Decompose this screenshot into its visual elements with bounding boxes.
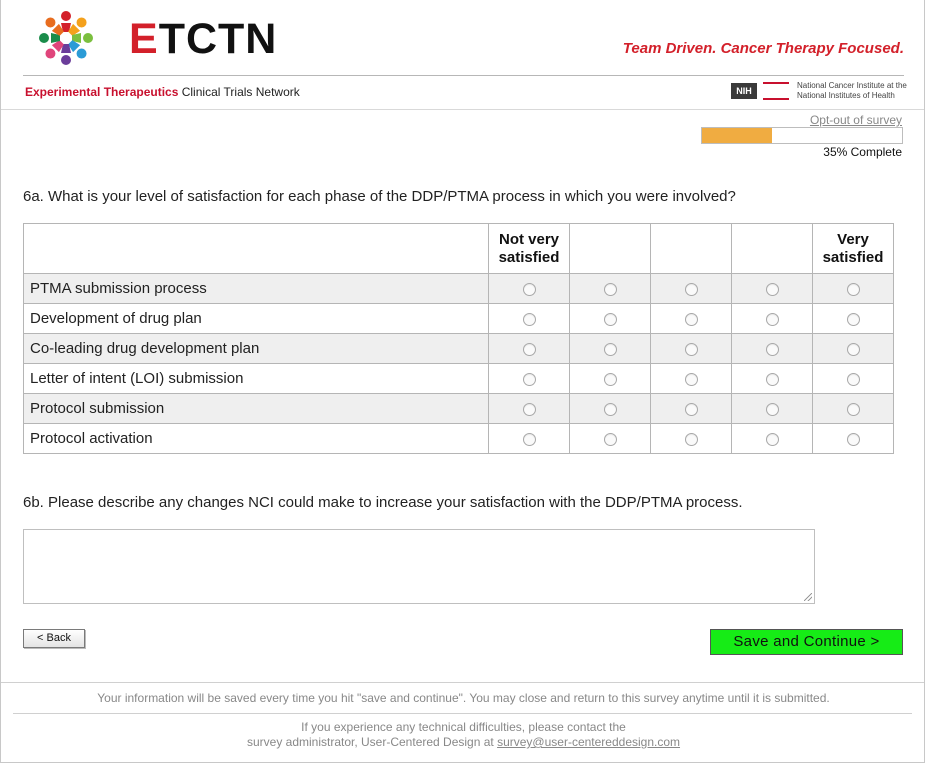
radio-option[interactable] (523, 343, 536, 356)
back-button[interactable]: < Back (23, 629, 85, 648)
row-label: Letter of intent (LOI) submission (24, 364, 489, 394)
matrix-row (24, 304, 894, 334)
row-label: Co-leading drug development plan (24, 334, 489, 364)
question-6b-text: 6b. Please describe any changes NCI could make to increase your satisfaction with the DDP/PTMA process. (23, 494, 743, 511)
matrix-row (24, 274, 894, 304)
radio-option[interactable] (523, 313, 536, 326)
matrix-row (24, 334, 894, 364)
figure-red (61, 11, 71, 32)
radio-option[interactable] (604, 403, 617, 416)
progress-bar-fill (702, 128, 772, 143)
radio-option[interactable] (685, 403, 698, 416)
logo-wordmark: ETCTN (129, 15, 278, 63)
radio-option[interactable] (766, 433, 779, 446)
resize-handle-icon[interactable] (804, 593, 812, 601)
radio-option[interactable] (685, 313, 698, 326)
radio-option[interactable] (847, 373, 860, 386)
radio-option[interactable] (766, 313, 779, 326)
matrix-row (24, 424, 894, 454)
row-label: PTMA submission process (24, 274, 489, 304)
radio-option[interactable] (523, 283, 536, 296)
people-circle-logo-icon (31, 6, 101, 70)
radio-option[interactable] (847, 283, 860, 296)
scale-low-header: Not very satisfied (489, 224, 570, 274)
footer-divider (1, 682, 924, 683)
radio-option[interactable] (685, 343, 698, 356)
scale-high-header: Very satisfied (813, 224, 894, 274)
scale-header-3 (651, 224, 732, 274)
radio-option[interactable] (766, 283, 779, 296)
row-label: Development of drug plan (24, 304, 489, 334)
nih-nci-logo (731, 80, 911, 102)
nci-logo-icon (763, 82, 789, 100)
tagline: Team Driven. Cancer Therapy Focused. (622, 40, 904, 57)
save-notice: Your information will be saved every time you hit "save and continue". You may close and return to this survey anytime until it is submitted. (97, 691, 830, 705)
radio-option[interactable] (523, 403, 536, 416)
matrix-row (24, 394, 894, 424)
radio-option[interactable] (604, 283, 617, 296)
radio-option[interactable] (685, 283, 698, 296)
contact-email-link[interactable]: survey@user-centereddesign.com (497, 735, 681, 749)
radio-option[interactable] (523, 373, 536, 386)
row-label: Protocol activation (24, 424, 489, 454)
radio-option[interactable] (523, 433, 536, 446)
progress-bar (701, 127, 903, 144)
network-subtitle: Experimental Therapeutics Clinical Trials Network (25, 85, 300, 99)
radio-option[interactable] (766, 403, 779, 416)
progress-label: 35% Complete (823, 145, 902, 159)
scale-header-4 (732, 224, 813, 274)
radio-option[interactable] (604, 343, 617, 356)
header-divider (23, 75, 904, 76)
satisfaction-matrix (23, 223, 894, 454)
question-6a-text: 6a. What is your level of satisfaction for each phase of the DDP/PTMA process in which you were involved? (23, 188, 736, 205)
radio-option[interactable] (766, 343, 779, 356)
nci-caption: National Cancer Institute at the National Institutes of Health (797, 81, 907, 100)
radio-option[interactable] (847, 433, 860, 446)
radio-option[interactable] (847, 313, 860, 326)
matrix-row (24, 364, 894, 394)
etctn-logo (31, 6, 281, 70)
header-bottom-divider (1, 109, 924, 110)
contact-info: If you experience any technical difficulties, please contact the survey administrator, User-Centered Design at survey@user-centereddesign.com (246, 720, 681, 749)
matrix-header-row (24, 224, 894, 274)
opt-out-link[interactable]: Opt-out of survey (809, 113, 902, 127)
radio-option[interactable] (847, 343, 860, 356)
radio-option[interactable] (847, 403, 860, 416)
radio-option[interactable] (766, 373, 779, 386)
matrix-corner-cell (24, 224, 489, 274)
question-6b-textarea[interactable] (23, 529, 815, 604)
scale-header-2 (570, 224, 651, 274)
save-and-continue-button[interactable]: Save and Continue > (710, 629, 903, 655)
footer-divider-2 (13, 713, 912, 714)
row-label: Protocol submission (24, 394, 489, 424)
radio-option[interactable] (604, 313, 617, 326)
radio-option[interactable] (604, 373, 617, 386)
nih-logo-icon: NIH (731, 83, 757, 99)
radio-option[interactable] (604, 433, 617, 446)
radio-option[interactable] (685, 373, 698, 386)
radio-option[interactable] (685, 433, 698, 446)
